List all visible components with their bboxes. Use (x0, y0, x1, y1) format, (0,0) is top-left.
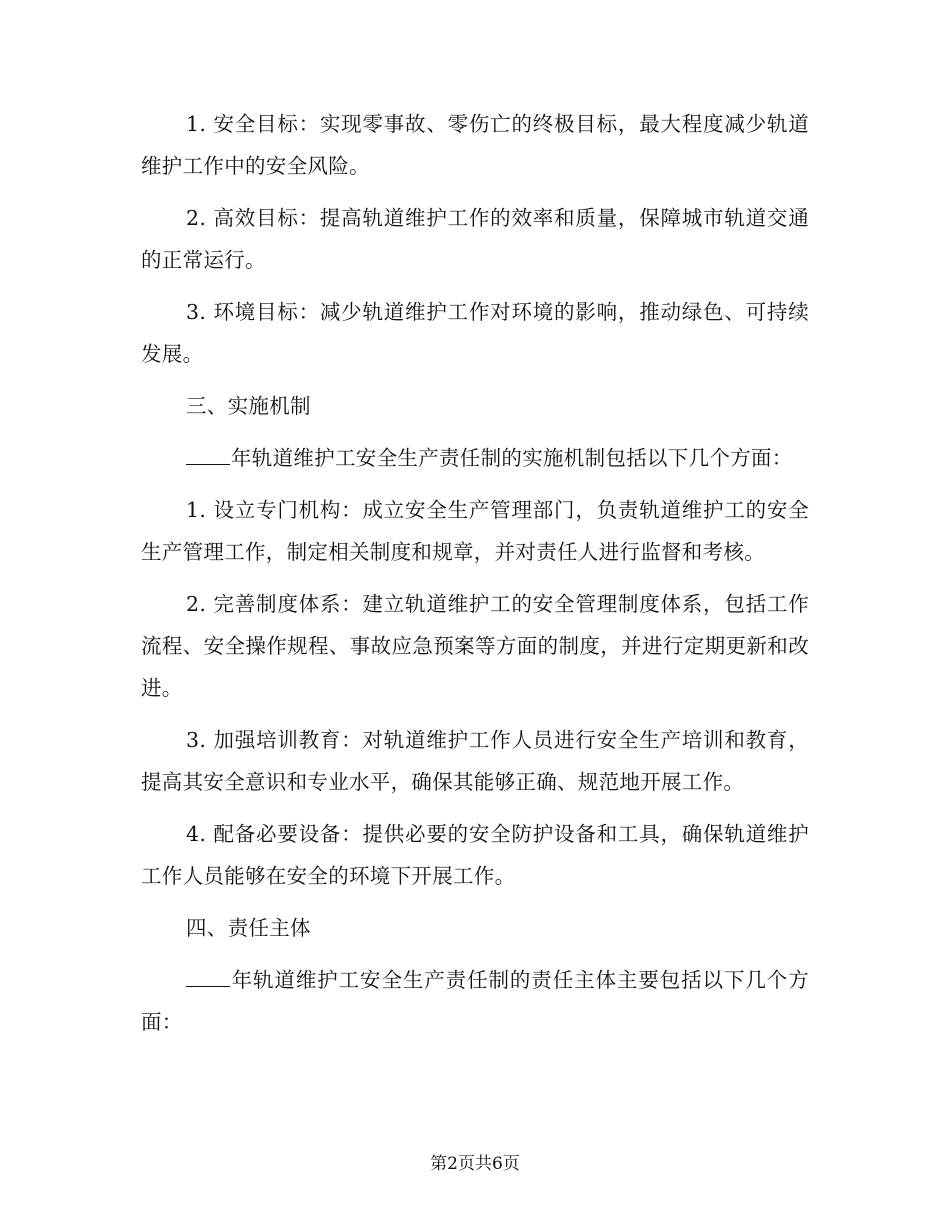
paragraph-responsibility-intro (141, 959, 809, 1043)
blank-year-underline (186, 968, 230, 987)
paragraph-goal-safety: 1. 安全目标：实现零事故、零伤亡的终极目标，最大程度减少轨道维护工作中的安全风险。 (141, 112, 809, 178)
section-heading-responsibility: 四、责任主体 (186, 916, 311, 940)
paragraph-mechanism-3: 3. 加强培训教育：对轨道维护工作人员进行安全生产培训和教育，提高其安全意识和专业水平，确保其能够正确、规范地开展工作。 (141, 728, 809, 794)
paragraph-goal-efficiency: 2. 高效目标：提高轨道维护工作的效率和质量，保障城市轨道交通的正常运行。 (141, 206, 809, 272)
paragraph-mechanism-1: 1. 设立专门机构：成立安全生产管理部门，负责轨道维护工的安全生产管理工作，制定相关制度和规章，并对责任人进行监督和考核。 (141, 498, 809, 564)
paragraph-goal-environment: 3. 环境目标：减少轨道维护工作对环境的影响，推动绿色、可持续发展。 (141, 300, 809, 366)
implementation-intro-text: 年轨道维护工安全生产责任制的实施机制包括以下几个方面： (231, 446, 793, 470)
section-heading-implementation: 三、实施机制 (186, 394, 311, 418)
paragraph-mechanism-2: 2. 完善制度体系：建立轨道维护工的安全管理制度体系，包括工作流程、安全操作规程、事故应急预案等方面的制度，并进行定期更新和改进。 (141, 592, 809, 700)
blank-year-underline (186, 446, 230, 465)
paragraph-implementation-intro (141, 437, 809, 479)
document-body (141, 103, 809, 1053)
page-number-footer: 第2页共6页 (430, 1154, 520, 1174)
paragraph-mechanism-4: 4. 配备必要设备：提供必要的安全防护设备和工具，确保轨道维护工作人员能够在安全的环境下开展工作。 (141, 822, 809, 888)
responsibility-intro-text: 年轨道维护工安全生产责任制的责任主体主要包括以下几个方面： (141, 968, 809, 1034)
